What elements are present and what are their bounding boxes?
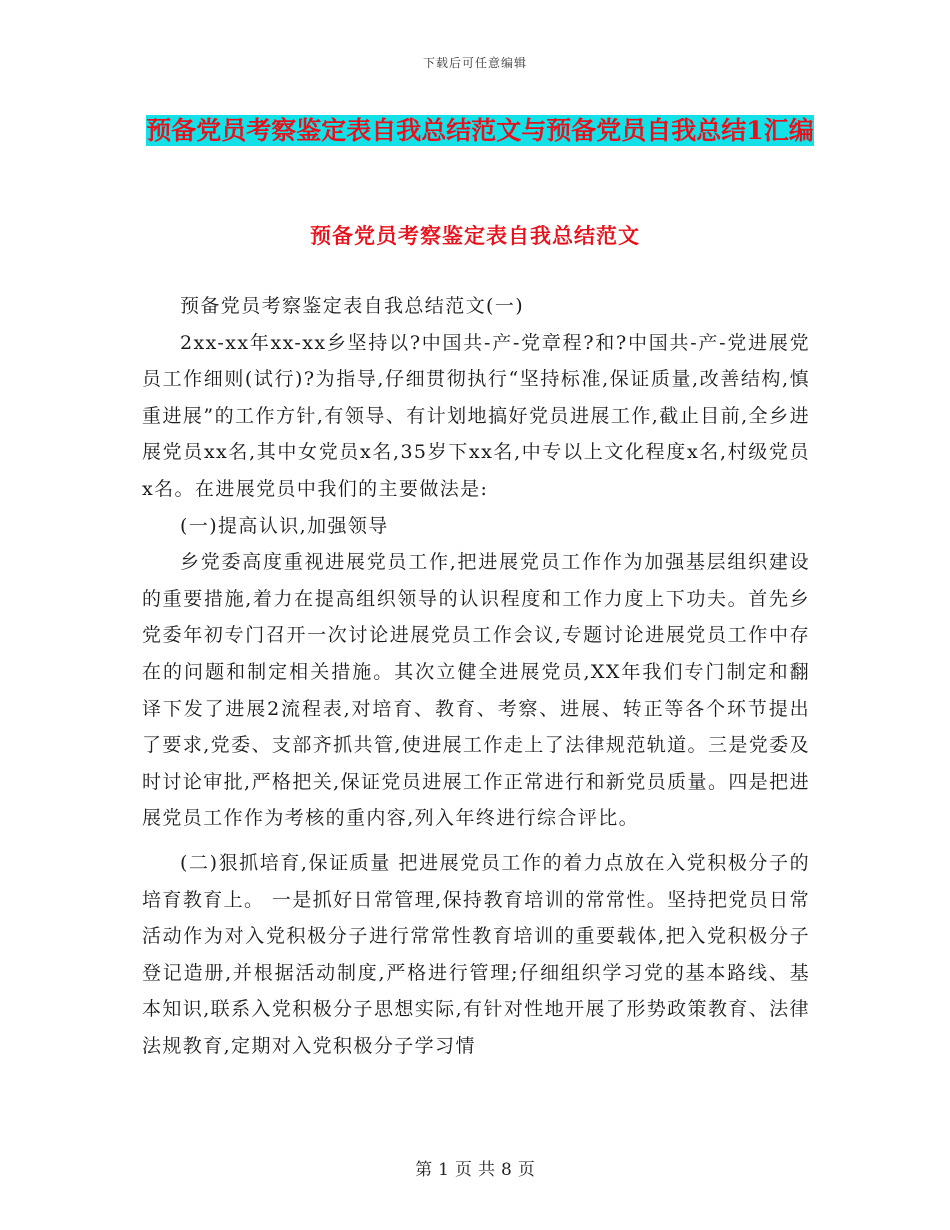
paragraph-training: (二)狠抓培育,保证质量 把进展党员工作的着力点放在入党积极分子的培育教育上。 一是抓好日常管理,保持教育培训的常常性。坚持把党员日常活动作为对入党积极分子进行常常性教育培训的重要载体,把入党积极分子登记造册,并根据活动制度,严格进行管理;仔细组织学习党的基本路线、基本知识,联系入党积极分子思想实际,有针对性地开展了形势政策教育、法律法规教育,定期对入党积极分子学习情 [142,851,810,1057]
footer-page-number: 1 [438,1160,449,1180]
document-title [140,108,820,153]
paragraph-leadership: 乡党委高度重视进展党员工作,把进展党员工作作为加强基层组织建设的重要措施,着力在提高组织领导的认识程度和工作力度上下功夫。首先乡党委年初专门召开一次讨论进展党员工作会议,专题讨论进展党员工作中存在的问题和制定相关措施。其次立健全进展党员,XX年我们专门制定和翻译下发了进展2流程表,对培育、教育、考察、进展、转正等各个环节提出了要求,党委、支部齐抓共管,使进展工作走上了法律规范轨道。三是党委及时讨论审批,严格把关,保证党员进展工作正常进行和新党员质量。四是把进展党员工作作为考核的重内容,列入年终进行综合评比。 [142,551,810,830]
footer-total-pages: 8 [501,1160,512,1180]
footer-total-suffix: 页 [517,1160,535,1180]
footer-page-mid: 页 [455,1160,472,1180]
paragraph-intro: 2xx-xx年xx-xx乡坚持以?中国共-产-党章程?和?中国共-产-党进展党员工作细则(试行)?为指导,仔细贯彻执行“坚持标准,保证质量,改善结构,慎重进展”的工作方针,有领导、有计划地搞好党员进展工作,截止目前,全乡进展党员xx名,其中女党员x名,35岁下xx名,中专以上文化程度x名,村级党员x名。在进展党员中我们的主要做法是: [142,331,810,500]
paragraph-heading-1: (一)提高认识,加强领导 [180,514,389,537]
section-title: 预备党员考察鉴定表自我总结范文 [310,223,640,248]
header-note: 下载后可任意编辑 [422,56,527,70]
document-body [142,288,810,1064]
document-title-text: 预备党员考察鉴定表自我总结范文与预备党员自我总结1汇编 [146,116,814,145]
paragraph-subtitle: 预备党员考察鉴定表自我总结范文(一) [180,295,525,317]
footer-total-prefix: 共 [478,1160,495,1180]
page-footer [0,1155,950,1180]
footer-page-prefix: 第 [415,1160,433,1180]
